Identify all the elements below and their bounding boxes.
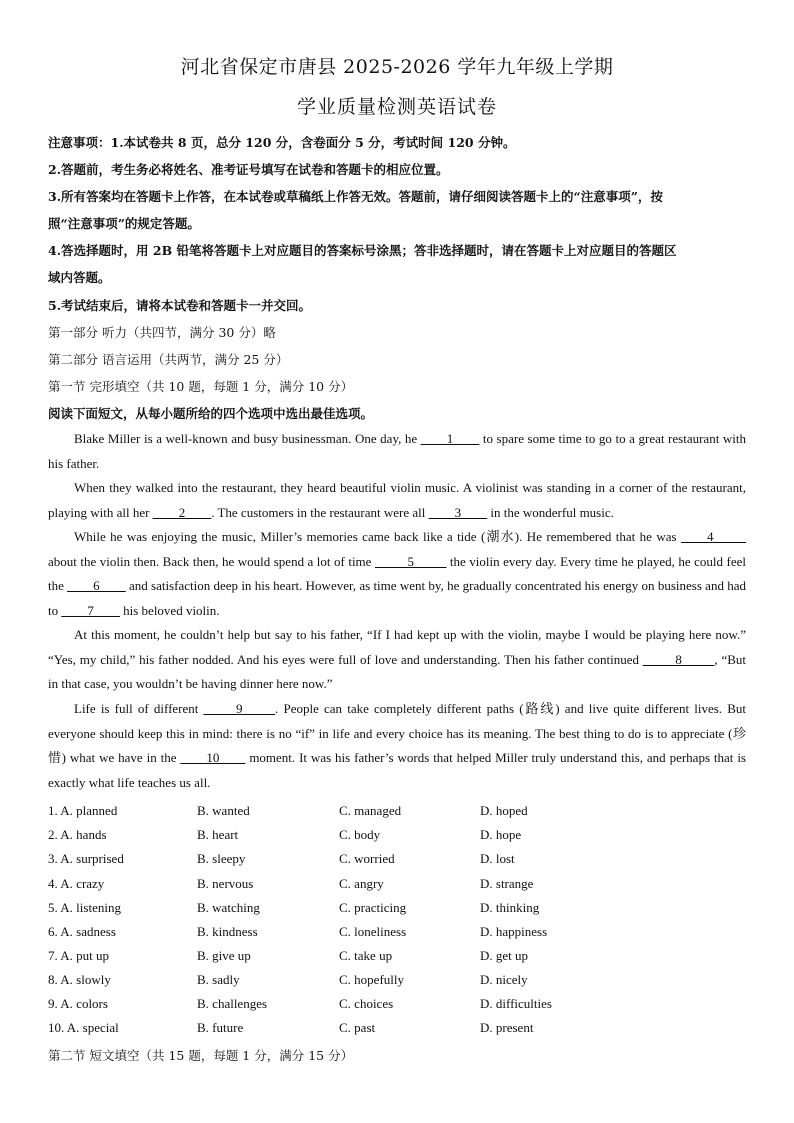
option-c: C. take up [339,948,393,963]
option-a: 10. A. special [48,1020,119,1035]
option-d: D. thinking [480,900,540,915]
section1-instruction: 阅读下面短文，从每小题所给的四个选项中选出最佳选项。 [48,406,374,421]
blank-7: ____7____ [61,602,120,618]
option-c: C. loneliness [339,924,407,939]
option-c: C. angry [339,876,384,891]
notice-line-3-cont: 照“注意事项”的规定答题。 [48,216,200,231]
option-row-10 [48,1020,746,1040]
option-d: D. difficulties [480,996,552,1011]
passage-paragraph-4 [48,623,746,697]
passage-text: in the wonderful music. [487,504,614,520]
option-d: D. strange [480,876,534,891]
option-b: B. future [197,1020,244,1035]
option-b: B. heart [197,827,239,842]
passage-text: to spare some time to go to a great restaurant with his father. [48,431,746,471]
option-c: C. practicing [339,900,407,915]
option-c: C. worried [339,851,395,866]
option-d: D. happiness [480,924,548,939]
notice-line-1: 注意事项：1.本试卷共 8 页，总分 120 分，含卷面分 5 分，考试时间 120 分钟。 [48,135,516,150]
option-a: 3. A. surprised [48,851,124,866]
option-c: C. body [339,827,381,842]
option-a: 5. A. listening [48,900,121,915]
option-a: 6. A. sadness [48,924,116,939]
option-row-2 [48,827,746,847]
exam-title: 河北省保定市唐县 2025-2026 学年九年级上学期 [180,56,614,78]
notice-line-4: 4.答选择题时，用 2B 铅笔将答题卡上对应题目的答案标号涂黑；答非选择题时，请在答题卡上对应题目的答题区 [48,243,677,258]
option-row-1 [48,803,746,823]
option-row-3 [48,851,746,871]
option-row-7 [48,948,746,968]
passage-text: Blake Miller is a well-known and busy businessman. One day, he [74,431,421,446]
option-b: B. watching [197,900,260,915]
notice-line-4-cont: 域内答题。 [48,270,111,285]
option-a: 9. A. colors [48,996,108,1011]
passage-paragraph-1 [48,427,746,476]
notice-line-2: 2.答题前，考生务必将姓名、准考证号填写在试卷和答题卡的相应位置。 [48,162,449,177]
passage-text: , “But in that case, you wouldn’t be having dinner here now.” [48,651,747,691]
blank-3: ____3____ [428,504,488,520]
option-c: C. managed [339,803,402,818]
option-a: 4. A. crazy [48,876,105,891]
option-row-6 [48,924,746,944]
option-a: 2. A. hands [48,827,107,842]
passage-text: . The customers in the restaurant were all [211,504,429,520]
passage-text: about the violin then. Back then, he would spend a lot of time [48,553,375,569]
part1-heading: 第一部分 听力（共四节，满分 30 分）略 [48,325,276,340]
blank-10: ____10____ [180,750,246,765]
section2-heading: 第二节 短文填空（共 15 题，每题 1 分，满分 15 分） [48,1048,354,1063]
passage-text: Life is full of different [74,701,204,716]
passage-text: his beloved violin. [119,602,220,618]
option-d: D. present [480,1020,534,1035]
option-b: B. wanted [197,803,250,818]
option-row-9 [48,996,746,1016]
blank-6: ____6____ [67,578,126,593]
option-d: D. get up [480,948,529,963]
option-b: B. kindness [197,924,258,939]
option-d: D. lost [480,851,515,866]
blank-9: _____9_____ [203,701,276,716]
part2-heading: 第二部分 语言运用（共两节，满分 25 分） [48,352,289,367]
option-row-5 [48,900,746,920]
blank-2: ____2____ [152,504,212,520]
blank-5: _____5_____ [374,553,447,569]
option-c: C. choices [339,996,394,1011]
option-c: C. past [339,1020,376,1035]
option-row-8 [48,972,746,992]
passage-text: moment. It was his father’s words that helped Miller truly understand this, and perhaps that is exactly what life teaches us all. [48,750,746,790]
option-b: B. challenges [197,996,268,1011]
option-a: 8. A. slowly [48,972,111,987]
passage-paragraph-3 [48,525,746,623]
passage-text: the violin every day. Every time he played, he could feel the [48,553,746,593]
passage-text: At this moment, he couldn’t help but say to his father, “If I had kept up with the violin, maybe I would be playing here now.” “Yes, my child,” his father nodded. And his eyes were full of love and understanding. Then his father continued [48,627,746,667]
passage-text: While he was enjoying the music, Miller’s memories came back like a tide (潮水). He remembered that he was [74,529,681,544]
option-b: B. sleepy [197,851,246,866]
passage-text: . People can take completely different paths (路线) and live quite different lives. But everyone should keep this in mind: there is no “if” in life and every choice has its meaning. The best thing to do is to appreciate (珍惜) what we have in the [48,701,746,765]
option-d: D. hope [480,827,522,842]
passage-text: and satisfaction deep in his heart. However, as time went by, he gradually concentrated his energy on business and had to [48,578,746,618]
notice-line-5: 5.考试结束后，请将本试卷和答题卡一并交回。 [48,298,312,313]
option-b: B. give up [197,948,251,963]
option-a: 7. A. put up [48,948,110,963]
blank-1: ____1____ [420,431,480,446]
passage-paragraph-5 [48,697,746,795]
blank-8: _____8_____ [642,651,715,667]
option-b: B. sadly [197,972,240,987]
exam-subtitle: 学业质量检测英语试卷 [296,96,497,118]
option-a: 1. A. planned [48,803,118,818]
option-c: C. hopefully [339,972,404,987]
section1-heading: 第一节 完形填空（共 10 题，每题 1 分，满分 10 分） [48,379,354,394]
passage-text: When they walked into the restaurant, they heard beautiful violin music. A violinist was standing in a corner of the restaurant, playing with all her [48,480,746,520]
option-d: D. hoped [480,803,528,818]
passage-paragraph-2 [48,476,746,525]
blank-4: ____4_____ [681,529,746,544]
option-d: D. nicely [480,972,528,987]
notice-line-3: 3.所有答案均在答题卡上作答，在本试卷或草稿纸上作答无效。答题前，请仔细阅读答题卡上的“注意事项”，按 [48,189,663,204]
option-row-4 [48,876,746,896]
option-b: B. nervous [197,876,254,891]
